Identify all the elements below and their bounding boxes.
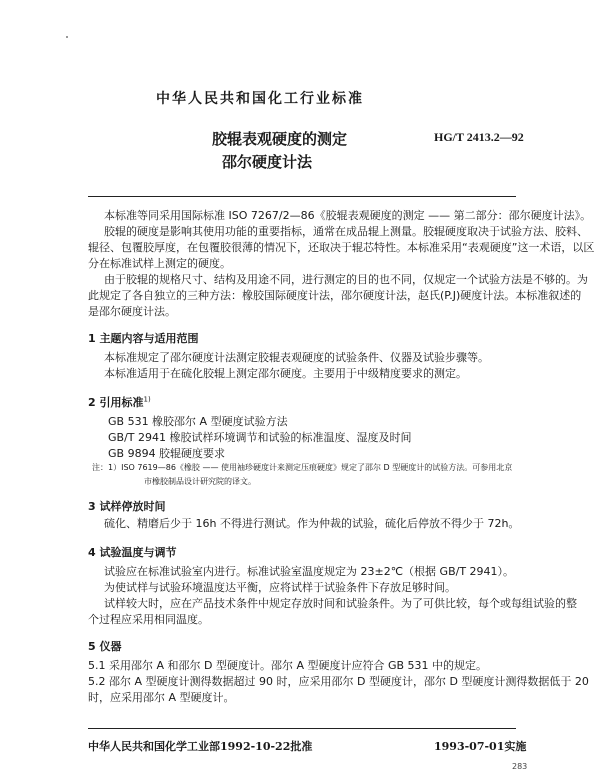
- section-3-line: 硫化、精磨后少于 16h 不得进行测试。作为仲裁的试验，硫化后停放不得少于 72h。: [104, 517, 520, 530]
- section-2-title: 2 引用标准: [88, 396, 144, 409]
- section-5-heading: 5 仪器: [88, 640, 122, 653]
- section-5-line: 5.2 邵尔 A 型硬度计测得数据超过 90 时，应采用邵尔 D 型硬度计，邵尔 D 型硬度计测得数据低于 20: [88, 675, 589, 688]
- section-1-line: 本标准适用于在硫化胶辊上测定邵尔硬度。主要用于中级精度要求的测定。: [104, 367, 467, 380]
- section-4-line: 试样较大时，应在产品技术条件中规定存放时间和试验条件。为了可供比较，每个或每组试验的整: [104, 597, 577, 610]
- section-2-heading: [88, 394, 151, 410]
- footer-rule: [88, 728, 516, 729]
- footnote-line: 注：1）ISO 7619—86《橡胶 —— 使用袖珍硬度计来测定压痕硬度》规定了邵尔 D 型硬度计的试验方法。可参用北京: [92, 463, 513, 472]
- section-1-heading: 1 主题内容与适用范围: [88, 332, 199, 345]
- footnote-marker: 1): [143, 395, 151, 404]
- intro-line: 分在标准试样上测定的硬度。: [88, 257, 231, 270]
- effective-date: 1993-07-01实施: [434, 740, 527, 753]
- scan-speck: [66, 36, 68, 38]
- standard-code: HG/T 2413.2—92: [434, 130, 524, 144]
- section-1-line: 本标准规定了邵尔硬度计法测定胶辊表观硬度的试验条件、仪器及试验步骤等。: [104, 351, 489, 364]
- section-4-line: 试验应在标准试验室内进行。标准试验室温度规定为 23±2℃（根据 GB/T 2941）。: [104, 565, 515, 578]
- page-number: 283: [512, 762, 528, 771]
- intro-line: 此规定了各自独立的三种方法：橡胶国际硬度计法，邵尔硬度计法，赵氏(P.J)硬度计法。本标准叙述的: [88, 289, 582, 302]
- intro-line: 由于胶辊的规格尺寸、结构及用途不同，进行测定的目的也不同，仅规定一个试验方法是不够的。为: [104, 273, 588, 286]
- standard-org-heading: 中华人民共和国化工行业标准: [156, 91, 364, 107]
- section-4-heading: 4 试验温度与调节: [88, 546, 177, 559]
- reference-item: GB/T 2941 橡胶试样环境调节和试验的标准温度、湿度及时间: [108, 431, 412, 444]
- title-line-1: 胶辊表观硬度的测定: [212, 130, 348, 148]
- intro-line: 辊径、包覆胶厚度，在包覆胶很薄的情况下，还取决于辊芯特性。本标准采用“表观硬度”这一术语，以区: [88, 241, 595, 254]
- section-4-line: 为使试样与试验环境温度达平衡，应将试样于试验条件下存放足够时间。: [104, 581, 456, 594]
- intro-line: 胶辊的硬度是影响其使用功能的重要指标，通常在成品辊上测量。胶辊硬度取决于试验方法、胶料、: [104, 225, 588, 238]
- title-line-2: 邵尔硬度计法: [222, 153, 313, 171]
- section-5-line: 时，应采用邵尔 A 型硬度计。: [88, 691, 235, 704]
- header-rule: [88, 196, 516, 197]
- reference-item: GB 531 橡胶邵尔 A 型硬度试验方法: [108, 415, 288, 428]
- section-4-line: 个过程应采用相同温度。: [88, 613, 209, 626]
- reference-item: GB 9894 胶辊硬度要求: [108, 447, 226, 460]
- section-3-heading: 3 试样停放时间: [88, 500, 166, 513]
- intro-line: 是邵尔硬度计法。: [88, 305, 176, 318]
- footnote-line: 市橡胶制品设计研究院的译文。: [144, 477, 256, 486]
- approval-date: 中华人民共和国化学工业部1992-10-22批准: [88, 740, 313, 753]
- section-5-line: 5.1 采用邵尔 A 和邵尔 D 型硬度计。邵尔 A 型硬度计应符合 GB 531 中的规定。: [88, 659, 488, 672]
- intro-line: 本标准等同采用国际标准 ISO 7267/2—86《胶辊表观硬度的测定 —— 第二部分：邵尔硬度计法》。: [104, 209, 592, 222]
